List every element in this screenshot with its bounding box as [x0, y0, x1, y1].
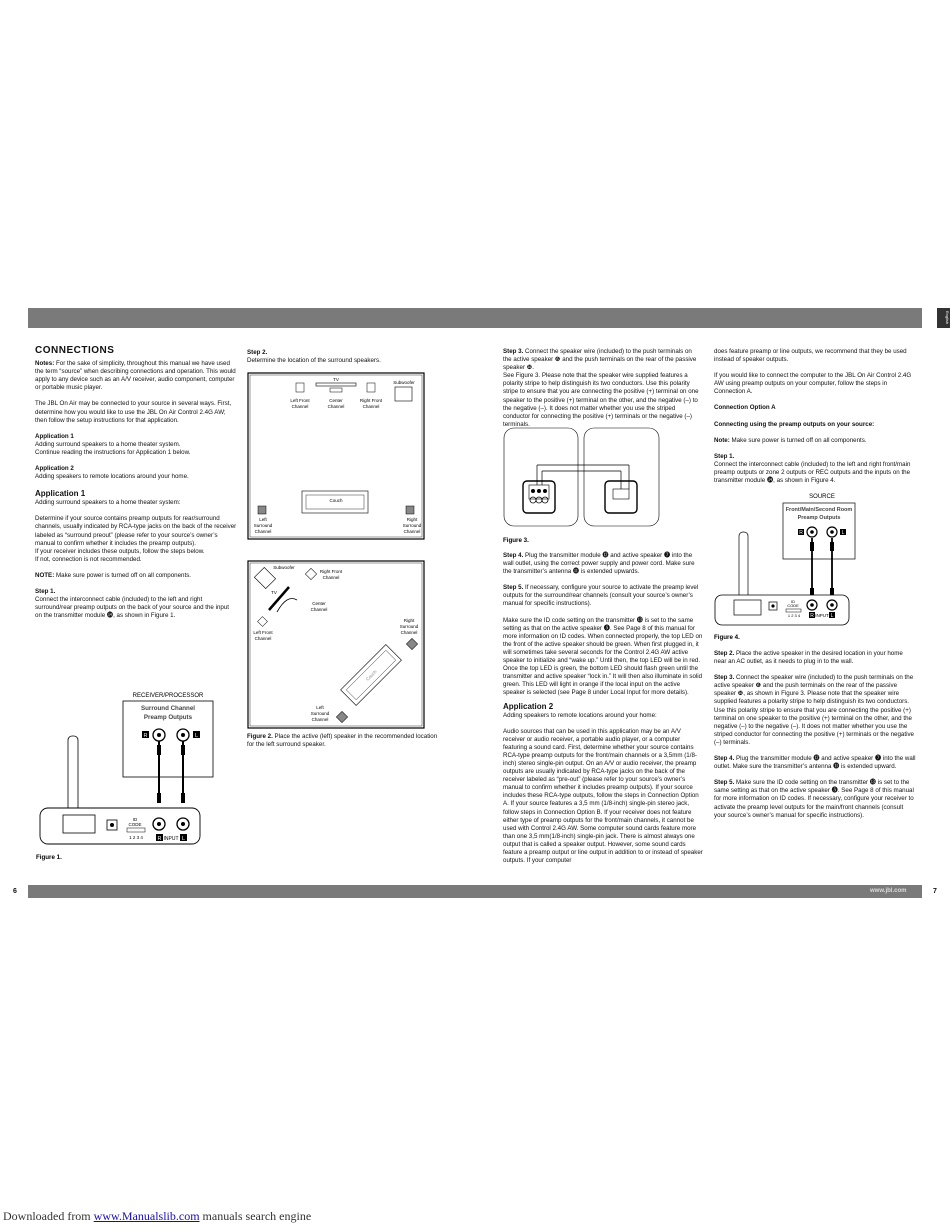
- room2-couch: Couch: [364, 668, 378, 682]
- app1-body: Determine if your source contains preamp outputs for rear/surround channels, usually indicated by RCA-type jacks on the back of the receiver labeled as “surround preout” (please refer to your source’s owner’s manual to confirm whether it includes the preamp outputs). If your receiver includes these outputs, follow the steps below. If not, connection is not recommended.: [35, 515, 237, 563]
- room1-right-channel: Channel: [403, 529, 421, 534]
- room-diagram-2-drawing: [247, 560, 425, 730]
- room1-left-surround: Surround: [253, 523, 273, 528]
- fig1-r-top: R: [143, 733, 148, 739]
- intro-paragraph: The JBL On Air may be connected to your source in several ways. First, determine how you would like to use the JBL On Air Control 2.4G AW; then follow the setup instructions for that application.: [35, 400, 232, 424]
- fig1-nums: 1 2 3 4: [129, 835, 143, 840]
- room1-right-front: Right Front: [359, 398, 383, 403]
- room2-right-surround: Surround: [399, 624, 419, 629]
- room1-left-channel: Channel: [254, 529, 272, 534]
- col2-top: does feature preamp or line outputs, we recommend that they be used instead of speaker outputs.: [714, 348, 907, 364]
- figure-4-drawing: [714, 490, 884, 642]
- room1-couch: Couch: [329, 498, 343, 503]
- right-step2: Step 2. Place the active speaker in the desired location in your home near an AC outlet, as it needs to plug in to the wall.: [714, 650, 903, 666]
- fig1-device-label: RECEIVER/PROCESSOR: [132, 693, 204, 699]
- page-title: CONNECTIONS: [35, 345, 115, 356]
- figure-3: [503, 427, 661, 545]
- fig1-r-bottom: R: [157, 836, 162, 842]
- fig1-id: ID: [132, 817, 138, 822]
- room1-left: Left: [259, 517, 267, 522]
- app1-heading: Application 1: [35, 489, 86, 499]
- app1-summary: Application 1 Adding surround speakers to a home theater system. Continue reading the instructions for Application 1 below.: [35, 432, 191, 456]
- room1-left-front: Left Front: [290, 398, 310, 403]
- room2-left-front-channel: Channel: [254, 636, 272, 641]
- room2-tv: TV: [271, 590, 277, 595]
- fig1-caption: Figure 1.: [36, 854, 62, 861]
- right-step4: Step 4. Plug the transmitter module ⓬ and active speaker ❼ into the wall outlet. Make sure the transmitter’s antenna ⓫ is extended upward.: [714, 755, 916, 771]
- room1-tv: TV: [333, 377, 339, 382]
- connection-a-heading: Connection Option A: [714, 404, 776, 412]
- manualslib-link[interactable]: www.Manualslib.com: [93, 1209, 200, 1223]
- fig4-box-line2: Preamp Outputs: [797, 515, 841, 521]
- fig1-l-top: L: [194, 733, 199, 739]
- right-note: Note: Make sure power is turned off on all components.: [714, 436, 867, 444]
- room1-center-channel: Channel: [327, 404, 345, 409]
- fig4-caption: Figure 4.: [714, 634, 740, 641]
- language-tab: English: [937, 308, 950, 328]
- right-column-2: [714, 348, 916, 493]
- step1-paragraph: Step 1. Connect the interconnect cable (included) to the left and right surround/rear preamp outputs on the back of your source and the input on the transmitter module ⓮, as shown in Figure 1.: [35, 587, 229, 620]
- fig4-box-line1: Front/Main/Second Room: [785, 507, 853, 513]
- step2-paragraph: Step 2. Determine the location of the surround speakers.: [247, 349, 381, 365]
- fig1-code: CODE: [128, 822, 142, 827]
- room-diagram-1-drawing: [247, 372, 425, 541]
- fig4-r-top: R: [799, 530, 803, 536]
- app2-body: Audio sources that can be used in this application may be an A/V receiver or audio receiver, a portable audio player, or a computer featuring a sound card. First, determine whether your source contains RCA-type preamp outputs for the front/main channels or a 3,5mm (1/8-inch) stereo single-pin output. On an A/V or audio receiver, the preamp outputs are usually indicated by RCA-type jacks on the back of the receiver labeled as “pre-out” (please refer to your source’s owner’s manual to confirm whether it includes preamp outputs). If your source includes these RCA-type outputs, follow the steps in Connection Option A. If your source features a 3,5 mm (1/8-inch) single-pin stereo jack, follow steps in Connection Option B. If your receiver does not feature either type of preamp outputs for the front/main channels, it cannot be used with Control 2.4G AW. Some computer sound cards feature more than one 3,5 mm(1/8-inch) single-pin jack. There is almost always one output that is called a speaker output. However, some sound cards feature a preamp output or line output in addition to or instead of speaker outputs. If your computer: [503, 727, 703, 865]
- fig4-id: ID: [791, 599, 795, 604]
- notes-paragraph: Notes: For the sake of simplicity, throughout this manual we have used the term “source” when describing connections and operation. This would apply to any device such as an A/V receiver, audio component, computer or portable music player.: [35, 360, 236, 392]
- app2-sub: Adding speakers to remote locations around your home:: [503, 711, 657, 719]
- website-label: www.jbl.com: [870, 888, 907, 894]
- footer-suffix: manuals search engine: [199, 1209, 312, 1223]
- figure-3-drawing: [503, 427, 661, 545]
- room2-left-surround: Surround: [310, 711, 330, 716]
- fig4-l-bottom: L: [830, 613, 834, 619]
- step3-paragraph: Step 3. Connect the speaker wire (included) to the push terminals on the active speaker ❻ and the push terminals on the rear of the passive speaker ❿.: [503, 348, 697, 372]
- fig1-l-bottom: L: [181, 836, 186, 842]
- left-column-1: [35, 347, 237, 628]
- right-step5: Step 5. Make sure the ID code setting on the transmitter ⓭ is set to the same setting as that on the active speaker ❺. See Page 8 of this manual for more information on ID codes. If necessary, configure your receiver to activate the preamp level outputs for the main/front channels (consult your source’s owner’s manual for specific instructions).: [714, 779, 914, 819]
- step4-paragraph: Step 4. Plug the transmitter module ⓬ and active speaker ❼ into the wall outlet, using the correct power supply and power cord. Make sure the transmitter’s antenna ⓫ is extended upwards.: [503, 552, 695, 576]
- room2-center: Center: [312, 601, 326, 606]
- fig1-box-line1: Surround Channel: [141, 705, 195, 712]
- room2-right-front-channel: Channel: [322, 575, 340, 580]
- top-bar: [28, 308, 922, 328]
- fig4-l-top: L: [841, 530, 845, 536]
- figure-2-caption: Figure 2. Place the active (left) speaker in the recommended location for the left surround speaker.: [247, 733, 438, 749]
- id-code-paragraph: Make sure the ID code setting on the transmitter ⓭ is set to the same setting as that on the active speaker ❺. See Page 8 of this manual for more information on ID codes. When connected properly, the top LED on the front of the active speaker should be green. When first plugged in, it will sometimes take several seconds for the Control 2.4G AW active speaker to initialize and “wake up.” Until then, the top LED will be in red. Once the top LED is green, the bottom LED should flash green until the transmitter and active speaker “lock in.” It will then also illuminate in solid green. This LED will light in orange if the local input on the active speaker is selected (see Page 8 under Local Input for more details).: [503, 616, 703, 697]
- figure-1-drawing: [35, 688, 215, 863]
- fig4-source: SOURCE: [809, 494, 835, 500]
- room-diagram-2: [247, 560, 425, 730]
- col2-pc: If you would like to connect the computer to the JBL On Air Control 2.4G AW using preamp outputs on your computer, follow the steps in Connection A.: [714, 372, 912, 396]
- bottom-bar: [28, 885, 922, 898]
- room2-center-channel: Channel: [310, 607, 328, 612]
- right-column-1-lower: [503, 552, 703, 873]
- room1-center: Center: [329, 398, 343, 403]
- note-paragraph: NOTE: Make sure power is turned off on all components.: [35, 571, 192, 579]
- fig4-r-bottom: R: [810, 613, 814, 619]
- download-footer: [3, 1209, 311, 1224]
- room1-right: Right: [406, 517, 418, 522]
- room2-left-channel: Channel: [311, 717, 329, 722]
- room2-subwoofer: Subwoofer: [273, 565, 295, 570]
- right-column-1: [503, 348, 701, 437]
- fig1-input: INPUT: [163, 836, 179, 842]
- fig4-code: CODE: [787, 603, 799, 608]
- fig3-caption: Figure 3.: [503, 537, 529, 544]
- figure-1: [35, 688, 215, 863]
- room1-left-front-channel: Channel: [291, 404, 309, 409]
- step3-more: See Figure 3. Please note that the speaker wire supplied features a polarity stripe to help distinguish its two conductors. Use this polarity stripe to ensure that you are connecting the positive (+) terminal on one speaker to the positive (+) terminal on the other, and the negative (–) to the negative (–). It does not matter whether you use the striped conductor for connecting the positive (+) terminals or the negative (–) terminals.: [503, 372, 699, 428]
- right-step3: Step 3. Connect the speaker wire (included) to the push terminals on the active speaker ❻ and the push terminals on the rear of the passive speaker ❿, as shown in Figure 3. Please note that the speaker wire supplied features a polarity stripe to help distinguish its two conductors. Use this polarity stripe to ensure that you are connecting the positive (+) terminal on one speaker to the positive (+) terminal on the other, and the negative (–) to the negative (–). It does not matter whether you use the striped conductor for connecting the positive (+) terminals or the negative (–) terminals.: [714, 674, 914, 746]
- step5-paragraph: Step 5. If necessary, configure your source to activate the preamp level outputs for the surround/rear channels (consult your source’s owner’s manual for specific instructions).: [503, 584, 699, 608]
- footer-prefix: Downloaded from: [3, 1209, 94, 1223]
- room1-right-surround: Surround: [402, 523, 422, 528]
- figure-4: [714, 490, 884, 642]
- room2-right-channel: Channel: [400, 630, 418, 635]
- fig1-box-line2: Preamp Outputs: [143, 714, 193, 721]
- fig4-nums: 1 2 3 4: [787, 613, 801, 618]
- left-column-2: [247, 349, 437, 373]
- app2-summary: Application 2 Adding speakers to remote locations around your home.: [35, 465, 189, 481]
- room-diagram-1: [247, 372, 425, 541]
- room1-right-front-channel: Channel: [362, 404, 380, 409]
- room2-right-front: Right Front: [319, 569, 343, 574]
- right-column-2-lower: [714, 650, 916, 828]
- room1-subwoofer: Subwoofer: [393, 380, 415, 385]
- right-step1: Step 1. Connect the interconnect cable (included) to the left and right front/main preamp outputs or zone 2 outputs or REC outputs and the inputs on the transmitter module ⓮, as shown in Figure 4.: [714, 452, 911, 485]
- page-number-left: 6: [13, 888, 17, 895]
- room2-left-front: Left Front: [253, 630, 273, 635]
- room2-left: Left: [316, 705, 324, 710]
- app2-heading: Application 2: [503, 701, 554, 711]
- page-number-right: 7: [933, 888, 937, 895]
- fig4-input: INPUT: [815, 613, 829, 618]
- app1-sub: Adding surround speakers to a home theater system:: [35, 499, 181, 507]
- connection-a-using: Connecting using the preamp outputs on your source:: [714, 420, 875, 428]
- room2-right: Right: [403, 618, 415, 623]
